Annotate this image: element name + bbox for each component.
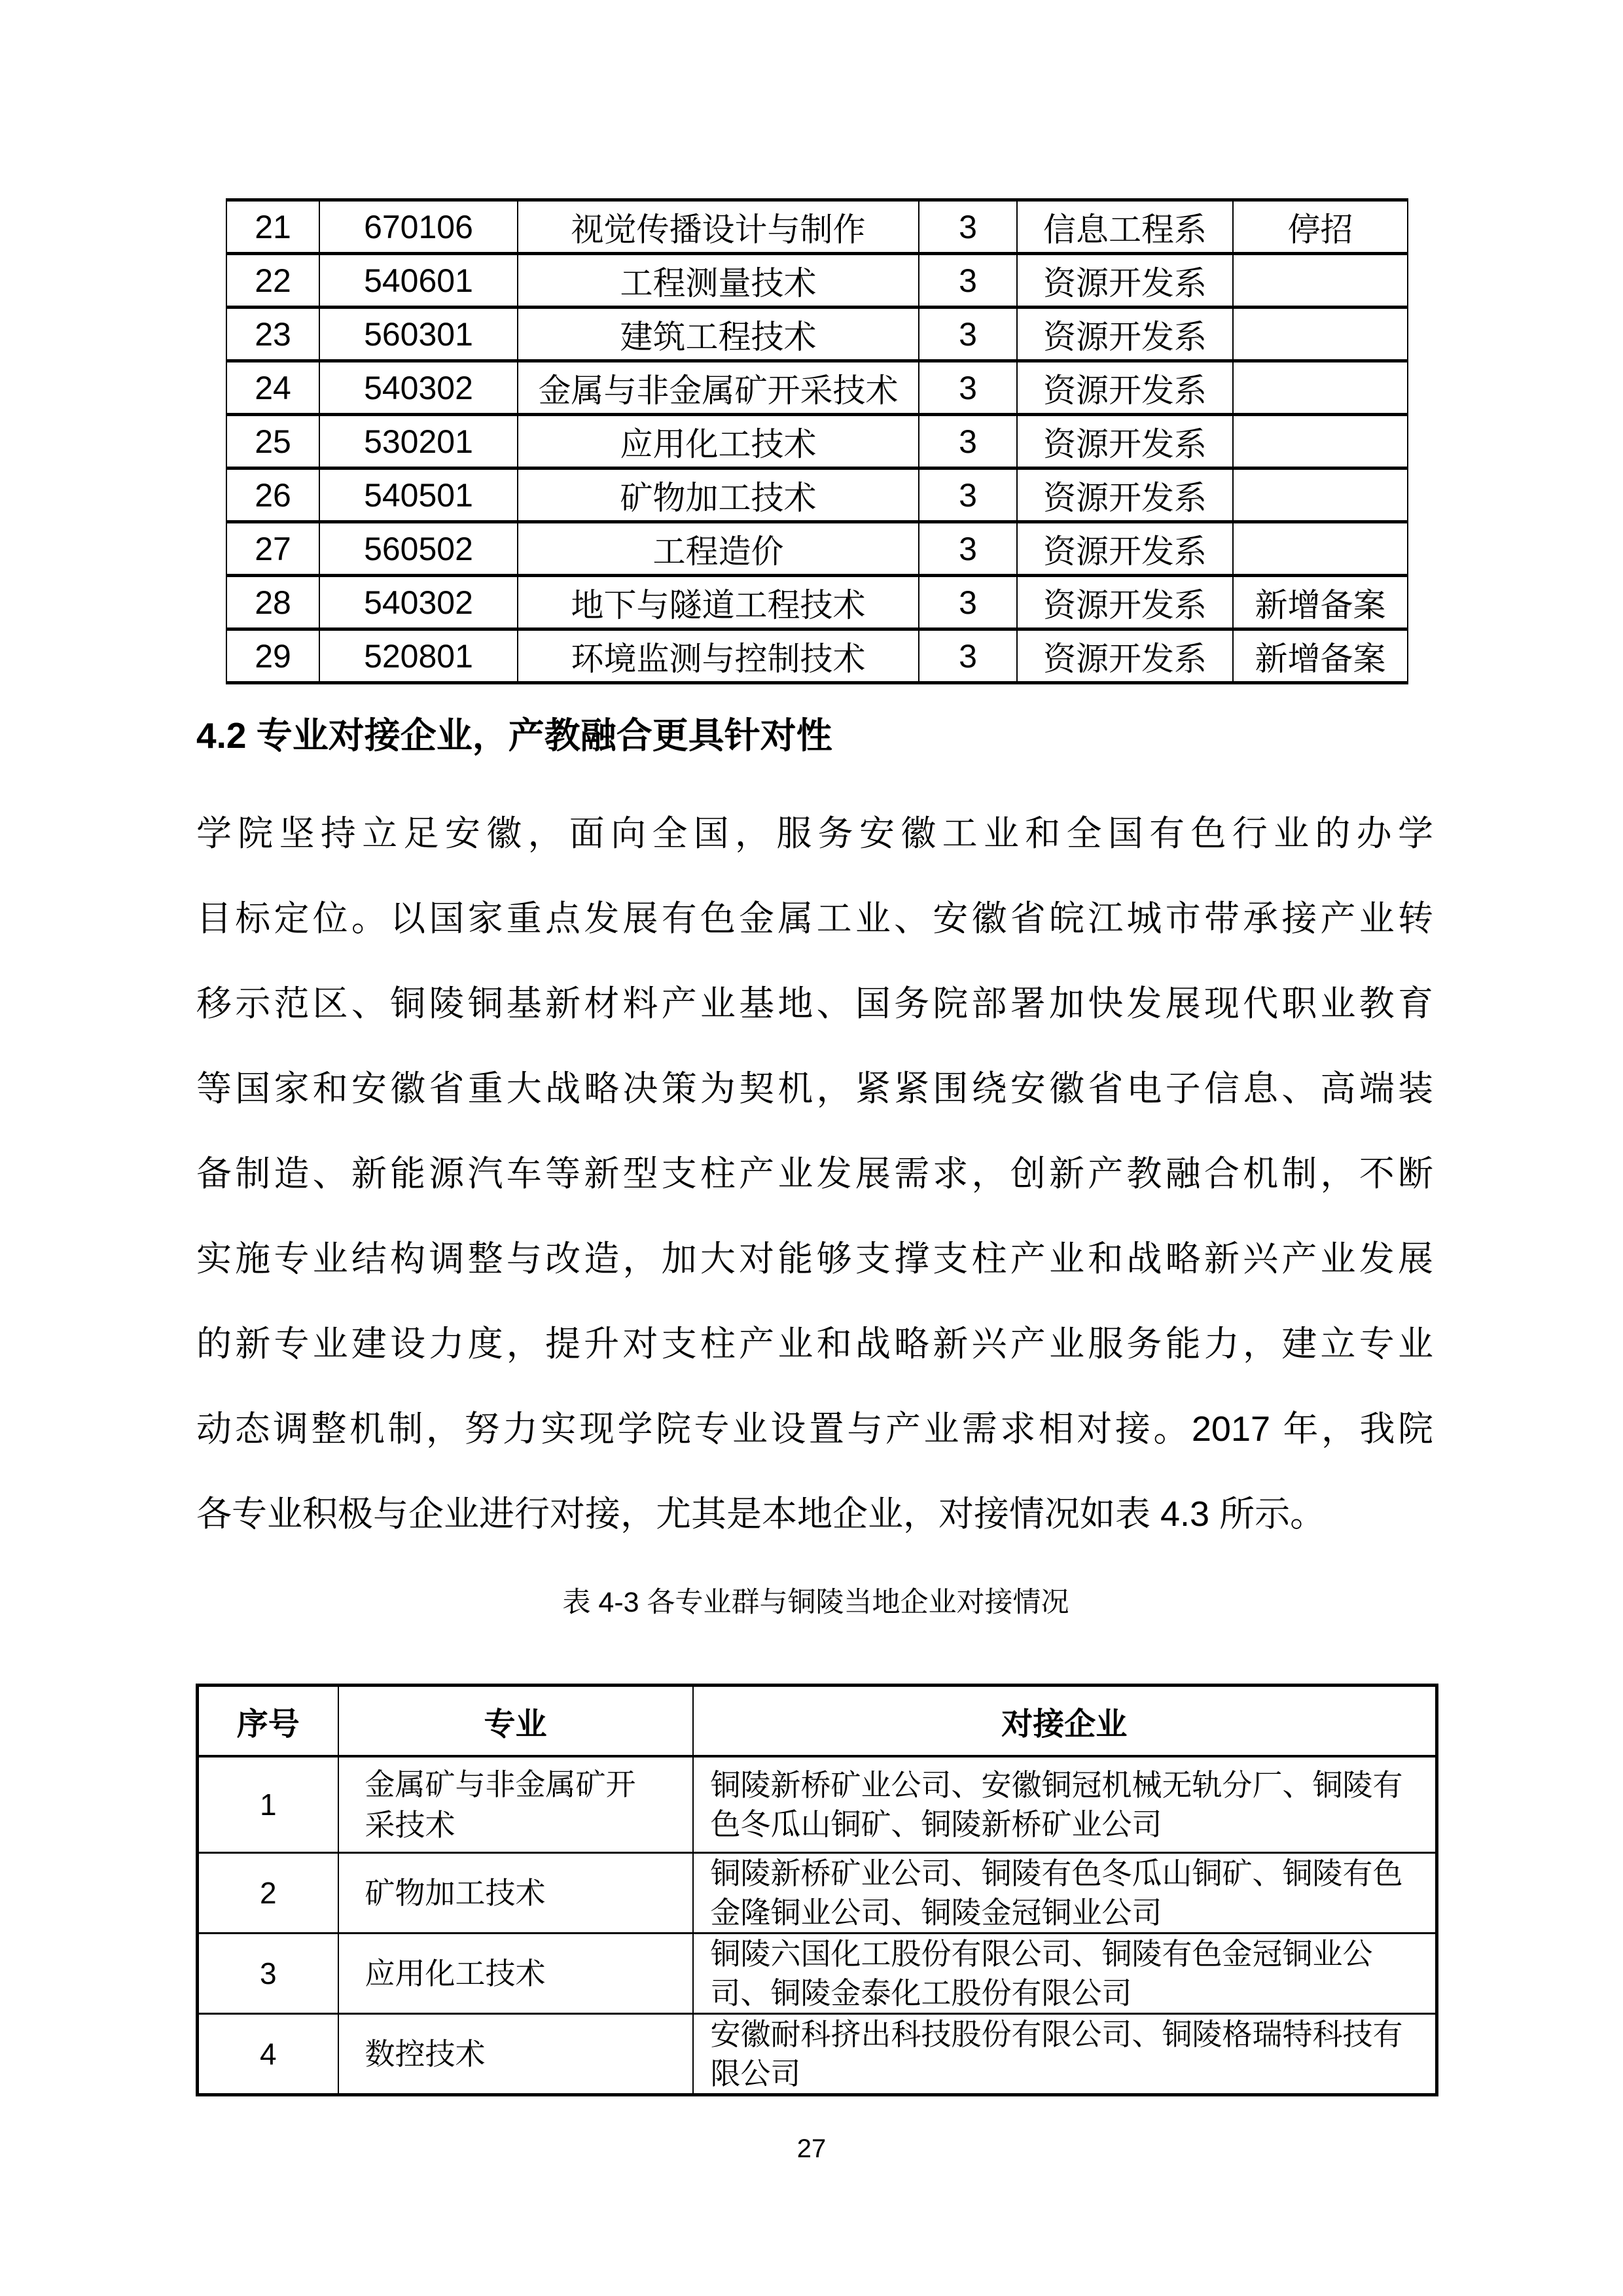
enterprise-table-head bbox=[198, 1686, 1437, 1757]
table-row bbox=[226, 468, 1408, 522]
cell-major-code: 560502 bbox=[319, 522, 518, 576]
header-companies: 对接企业 bbox=[693, 1686, 1437, 1757]
cell-status: 新增备案 bbox=[1233, 629, 1408, 683]
cell-major-code: 670106 bbox=[319, 200, 518, 254]
enterprise-docking-table bbox=[196, 1684, 1438, 2096]
cell-major-code: 540302 bbox=[319, 361, 518, 415]
cell-status bbox=[1233, 308, 1408, 361]
cell-serial-number: 1 bbox=[198, 1756, 338, 1853]
table-caption: 表 4-3 各专业群与铜陵当地企业对接情况 bbox=[562, 1587, 1069, 1618]
paragraph-line: 实施专业结构调整与改造，加大对能够支撑支柱产业和战略新兴产业发展 bbox=[196, 1239, 1433, 1279]
cell-status bbox=[1233, 254, 1408, 308]
table-row bbox=[226, 200, 1408, 254]
paragraph-line: 目标定位。以国家重点发展有色金属工业、安徽省皖江城市带承接产业转 bbox=[196, 899, 1433, 938]
table-row bbox=[226, 576, 1408, 629]
cell-major-name: 矿物加工技术 bbox=[518, 468, 919, 522]
table-row bbox=[226, 415, 1408, 468]
cell-major-code: 540302 bbox=[319, 576, 518, 629]
cell-major-name: 应用化工技术 bbox=[518, 415, 919, 468]
paragraph-line: 备制造、新能源汽车等新型支柱产业发展需求，创新产教融合机制，不断 bbox=[196, 1154, 1433, 1193]
cell-department: 资源开发系 bbox=[1017, 308, 1233, 361]
cell-major-name: 矿物加工技术 bbox=[338, 1853, 693, 1934]
cell-study-years: 3 bbox=[919, 468, 1017, 522]
cell-status bbox=[1233, 468, 1408, 522]
table-row bbox=[198, 1853, 1437, 1934]
cell-department: 资源开发系 bbox=[1017, 522, 1233, 576]
cell-serial-number: 21 bbox=[226, 200, 319, 254]
cell-status bbox=[1233, 522, 1408, 576]
paragraph-line: 等国家和安徽省重大战略决策为契机，紧紧围绕安徽省电子信息、高端装 bbox=[196, 1069, 1433, 1108]
cell-department: 资源开发系 bbox=[1017, 361, 1233, 415]
cell-serial-number: 26 bbox=[226, 468, 319, 522]
paragraph-line: 学院坚持立足安徽，面向全国，服务安徽工业和全国有色行业的办学 bbox=[196, 814, 1433, 853]
cell-department: 信息工程系 bbox=[1017, 200, 1233, 254]
cell-serial-number: 3 bbox=[198, 1934, 338, 2014]
body-paragraph bbox=[196, 791, 1433, 1557]
cell-major-code: 520801 bbox=[319, 629, 518, 683]
header-major: 专业 bbox=[338, 1686, 693, 1757]
paragraph-line: 的新专业建设力度，提升对支柱产业和战略新兴产业服务能力，建立专业 bbox=[196, 1324, 1433, 1364]
cell-status bbox=[1233, 415, 1408, 468]
cell-study-years: 3 bbox=[919, 629, 1017, 683]
page-number: 27 bbox=[796, 2134, 827, 2163]
cell-department: 资源开发系 bbox=[1017, 254, 1233, 308]
cell-department: 资源开发系 bbox=[1017, 629, 1233, 683]
cell-serial-number: 23 bbox=[226, 308, 319, 361]
majors-table-body bbox=[226, 200, 1408, 683]
table-row bbox=[226, 254, 1408, 308]
section-heading: 4.2 专业对接企业，产教融合更具针对性 bbox=[196, 715, 832, 756]
table-row bbox=[226, 629, 1408, 683]
cell-study-years: 3 bbox=[919, 415, 1017, 468]
cell-study-years: 3 bbox=[919, 308, 1017, 361]
cell-major-name: 金属矿与非金属矿开采技术 bbox=[338, 1756, 693, 1853]
cell-companies: 铜陵六国化工股份有限公司、铜陵有色金冠铜业公司、铜陵金泰化工股份有限公司 bbox=[693, 1934, 1437, 2014]
cell-study-years: 3 bbox=[919, 576, 1017, 629]
cell-serial-number: 29 bbox=[226, 629, 319, 683]
table-row bbox=[226, 308, 1408, 361]
cell-major-name: 建筑工程技术 bbox=[518, 308, 919, 361]
paragraph-line: 各专业积极与企业进行对接，尤其是本地企业，对接情况如表 4.3 所示。 bbox=[196, 1494, 1326, 1534]
cell-major-name: 数控技术 bbox=[338, 2014, 693, 2095]
cell-department: 资源开发系 bbox=[1017, 576, 1233, 629]
cell-study-years: 3 bbox=[919, 200, 1017, 254]
cell-major-name: 地下与隧道工程技术 bbox=[518, 576, 919, 629]
cell-major-code: 560301 bbox=[319, 308, 518, 361]
cell-department: 资源开发系 bbox=[1017, 468, 1233, 522]
header-row bbox=[198, 1686, 1437, 1757]
table-row bbox=[198, 2014, 1437, 2095]
table-row bbox=[226, 522, 1408, 576]
cell-status: 新增备案 bbox=[1233, 576, 1408, 629]
table-row bbox=[226, 361, 1408, 415]
header-serial-number: 序号 bbox=[198, 1686, 338, 1757]
cell-major-name: 工程造价 bbox=[518, 522, 919, 576]
cell-study-years: 3 bbox=[919, 522, 1017, 576]
cell-status bbox=[1233, 361, 1408, 415]
cell-major-name: 金属与非金属矿开采技术 bbox=[518, 361, 919, 415]
cell-serial-number: 28 bbox=[226, 576, 319, 629]
cell-companies: 安徽耐科挤出科技股份有限公司、铜陵格瑞特科技有限公司 bbox=[693, 2014, 1437, 2095]
paragraph-line: 动态调整机制，努力实现学院专业设置与产业需求相对接。2017 年，我院 bbox=[196, 1409, 1433, 1449]
cell-major-name: 工程测量技术 bbox=[518, 254, 919, 308]
cell-study-years: 3 bbox=[919, 254, 1017, 308]
cell-serial-number: 4 bbox=[198, 2014, 338, 2095]
cell-serial-number: 2 bbox=[198, 1853, 338, 1934]
cell-status: 停招 bbox=[1233, 200, 1408, 254]
cell-study-years: 3 bbox=[919, 361, 1017, 415]
cell-major-code: 540601 bbox=[319, 254, 518, 308]
cell-serial-number: 27 bbox=[226, 522, 319, 576]
enterprise-table-body bbox=[198, 1756, 1437, 2095]
majors-continuation-table bbox=[226, 198, 1408, 684]
cell-serial-number: 24 bbox=[226, 361, 319, 415]
cell-major-name: 应用化工技术 bbox=[338, 1934, 693, 2014]
cell-companies: 铜陵新桥矿业公司、铜陵有色冬瓜山铜矿、铜陵有色金隆铜业公司、铜陵金冠铜业公司 bbox=[693, 1853, 1437, 1934]
cell-serial-number: 22 bbox=[226, 254, 319, 308]
cell-major-code: 530201 bbox=[319, 415, 518, 468]
cell-major-code: 540501 bbox=[319, 468, 518, 522]
paragraph-line: 移示范区、铜陵铜基新材料产业基地、国务院部署加快发展现代职业教育 bbox=[196, 984, 1433, 1023]
cell-major-name: 视觉传播设计与制作 bbox=[518, 200, 919, 254]
cell-companies: 铜陵新桥矿业公司、安徽铜冠机械无轨分厂、铜陵有色冬瓜山铜矿、铜陵新桥矿业公司 bbox=[693, 1756, 1437, 1853]
cell-department: 资源开发系 bbox=[1017, 415, 1233, 468]
table-row bbox=[198, 1756, 1437, 1853]
table-row bbox=[198, 1934, 1437, 2014]
cell-serial-number: 25 bbox=[226, 415, 319, 468]
cell-major-name: 环境监测与控制技术 bbox=[518, 629, 919, 683]
